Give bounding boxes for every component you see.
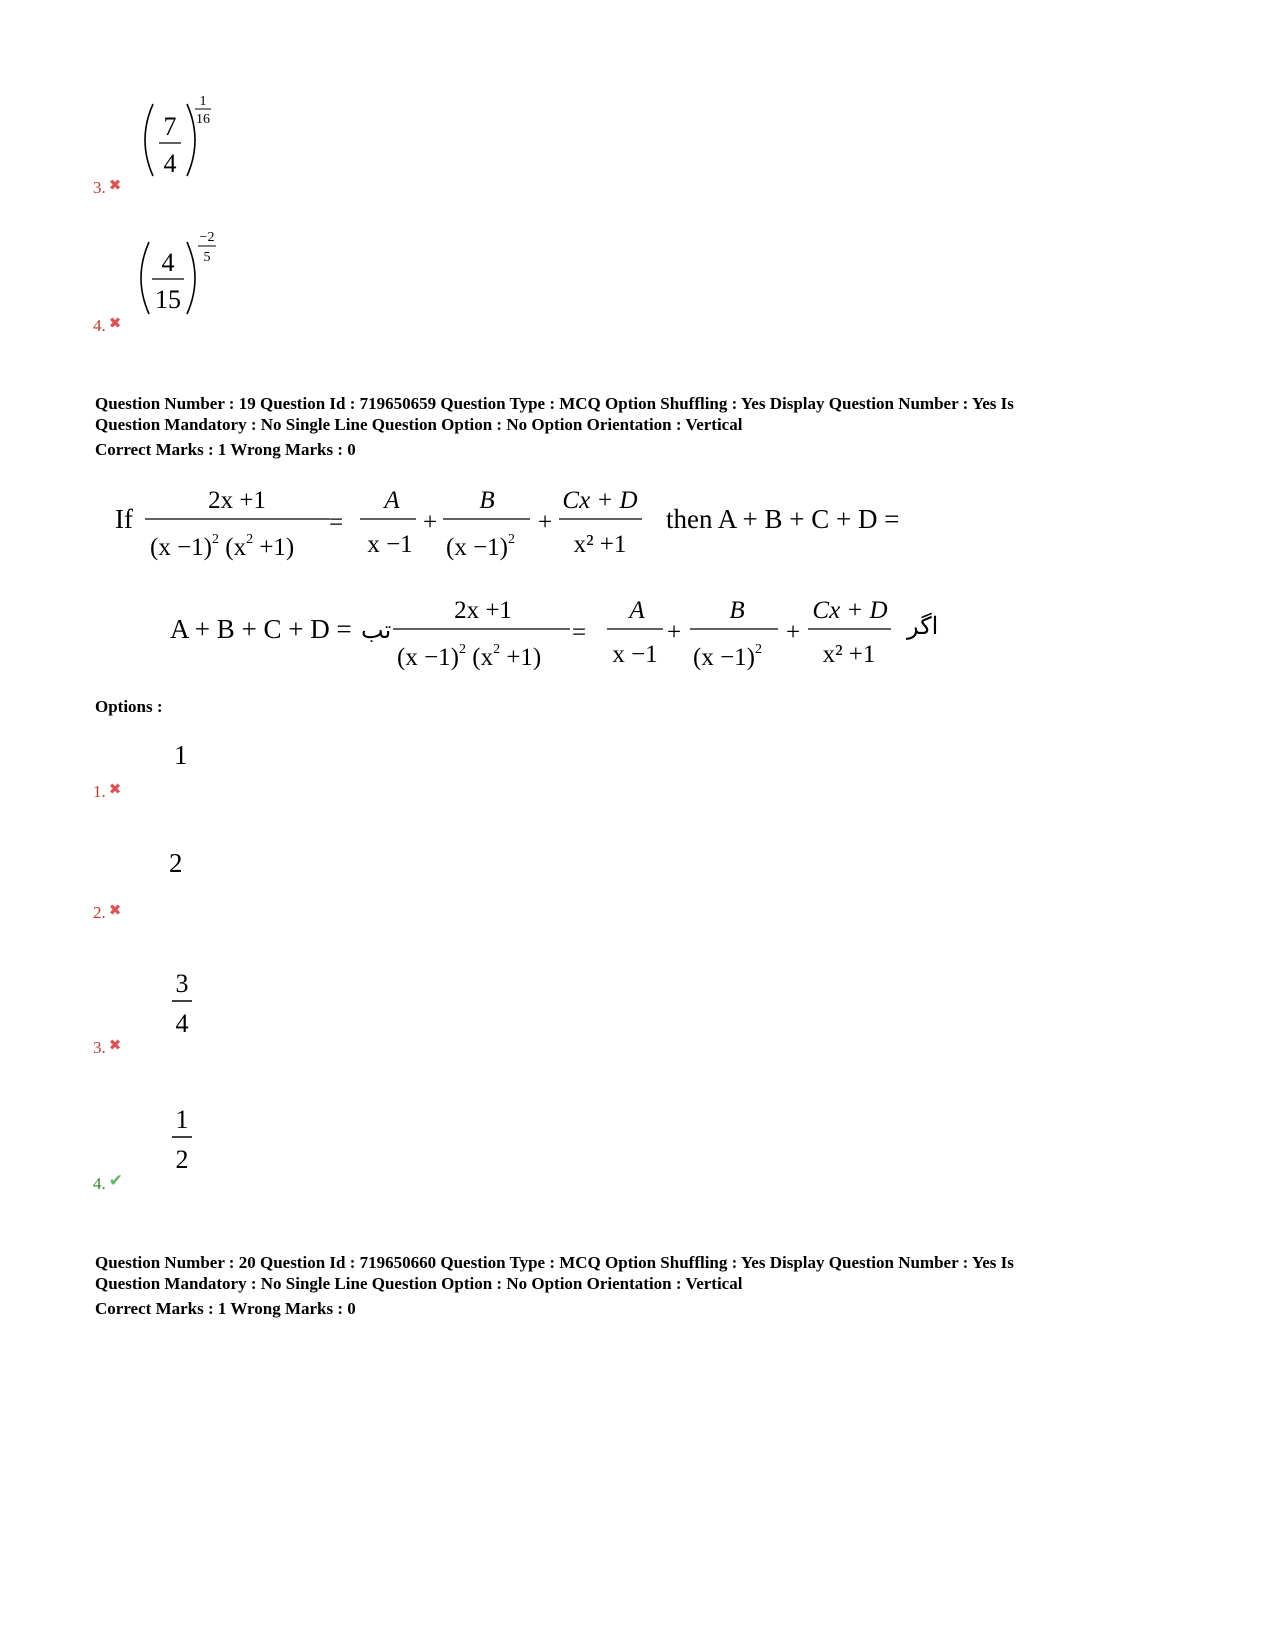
svg-text:+: +: [423, 509, 438, 536]
prev-option-4-exp-num: −2: [199, 230, 215, 245]
option-3-fraction: [162, 964, 202, 1040]
option-1-number: 1.: [93, 782, 106, 801]
math-b-den-urdu: $(x -1)^2$: [693, 642, 762, 671]
math-x2-plus-1-urdu: x² +1: [822, 641, 876, 668]
option-4-den: 2: [175, 1145, 189, 1174]
prev-option-3-number: 3.: [93, 178, 106, 197]
math-cd-urdu: Cx + D: [812, 597, 888, 624]
prev-option-3-exp-num: 1: [199, 94, 207, 109]
math-x-minus-1: x −1: [367, 531, 413, 558]
prev-option-3-exp-den: 16: [196, 112, 210, 127]
prev-option-3-label: [93, 178, 121, 198]
options-label: Options :: [95, 697, 163, 716]
math-a-urdu: A: [629, 597, 645, 624]
question-19-meta-line2: Question Mandatory : No Single Line Question Option : No Option Orientation : Vertical: [95, 415, 743, 434]
option-2-number: 2.: [93, 903, 106, 922]
question-20-meta: [95, 1252, 1195, 1319]
question-20-meta-line2: Question Mandatory : No Single Line Question Option : No Option Orientation : Vertical: [95, 1274, 743, 1293]
option-4-fraction: [162, 1100, 202, 1176]
option-3-den: 4: [175, 1009, 189, 1038]
math-b: B: [479, 487, 495, 514]
math-x2-plus-1: x² +1: [573, 531, 627, 558]
option-3-number: 3.: [93, 1038, 106, 1057]
svg-text:=: =: [572, 619, 587, 646]
question-19-equation-urdu: [165, 588, 955, 688]
prev-option-4-label: [93, 316, 121, 336]
prev-option-4-image: [135, 226, 235, 326]
question-19-marks: Correct Marks : 1 Wrong Marks : 0: [95, 440, 356, 459]
prev-option-4-base-num: 4: [161, 248, 175, 277]
prev-option-3-base-den: 4: [163, 149, 177, 178]
question-19-equation-english: [110, 478, 950, 578]
math-x-minus-1-urdu: x −1: [612, 641, 658, 668]
math-sum: A + B + C + D =: [170, 614, 352, 644]
svg-text:+: +: [538, 509, 553, 536]
prev-option-4-number: 4.: [93, 316, 106, 335]
math-lhs-den: $(x -1)^2$ $(x^2 +1)$: [150, 532, 295, 561]
option-1-value: 1: [174, 740, 188, 770]
question-20-marks: Correct Marks : 1 Wrong Marks : 0: [95, 1299, 356, 1318]
math-b-den: $(x -1)^2$: [446, 532, 515, 561]
prev-option-3-base-num: 7: [163, 112, 177, 141]
question-20-meta-line1: Question Number : 20 Question Id : 719650660 Question Type : MCQ Option Shuffling : Yes Display Question Number : Yes Is: [95, 1253, 1014, 1272]
svg-text:+: +: [786, 619, 801, 646]
wrong-mark-icon: ✖: [108, 782, 122, 798]
option-4-number: 4.: [93, 1174, 106, 1193]
math-urdu-if: اگر: [907, 614, 939, 640]
math-lhs-num-urdu: 2x +1: [454, 597, 512, 624]
math-lhs-num: 2x +1: [208, 487, 266, 514]
wrong-mark-icon: ✖: [108, 316, 122, 332]
math-cd: Cx + D: [562, 487, 638, 514]
question-19-meta-line1: Question Number : 19 Question Id : 719650659 Question Type : MCQ Option Shuffling : Yes Display Question Number : Yes Is: [95, 394, 1014, 413]
option-3-label: [93, 1038, 121, 1058]
math-b-urdu: B: [729, 597, 745, 624]
wrong-mark-icon: ✖: [108, 1038, 122, 1054]
wrong-mark-icon: ✖: [108, 903, 122, 919]
svg-text:+: +: [667, 619, 682, 646]
math-urdu-then: تب: [361, 618, 392, 644]
math-then: then A + B + C + D =: [666, 504, 900, 534]
question-19-meta: [95, 393, 1195, 460]
math-if: If: [115, 504, 133, 534]
prev-option-4-exp-den: 5: [203, 250, 211, 265]
option-4-num: 1: [175, 1105, 189, 1134]
svg-text:=: =: [329, 509, 344, 536]
prev-option-3-image: [135, 90, 235, 190]
option-2-label: [93, 903, 121, 923]
option-2-value: 2: [169, 848, 183, 878]
math-a: A: [384, 487, 400, 514]
prev-option-4-base-den: 15: [155, 285, 181, 314]
correct-check-icon: ✔: [108, 1171, 123, 1190]
option-4-label: [93, 1171, 123, 1194]
math-lhs-den-urdu: $(x -1)^2$ $(x^2 +1)$: [397, 642, 542, 671]
option-1-label: [93, 782, 121, 802]
wrong-mark-icon: ✖: [108, 178, 122, 194]
option-3-num: 3: [175, 969, 189, 998]
